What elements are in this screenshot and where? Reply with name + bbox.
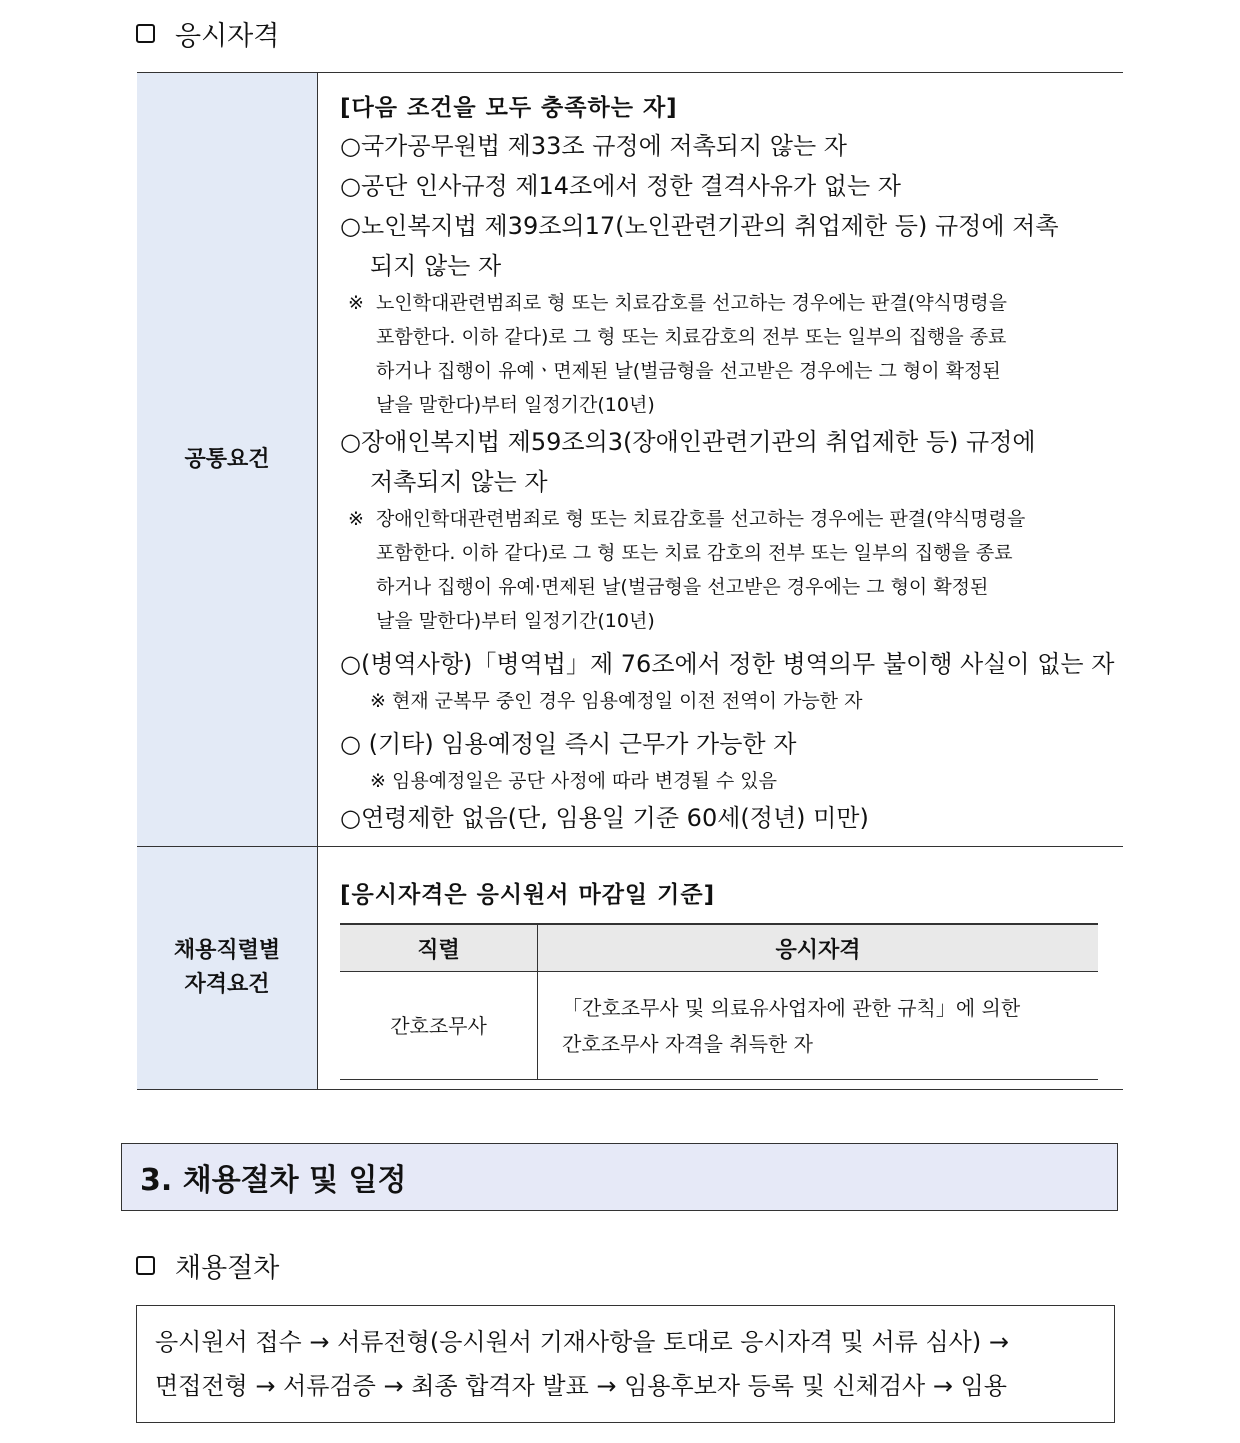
common-item: ○연령제한 없음(단, 임용일 기준 60세(정년) 미만) [340, 804, 869, 832]
section-3-title: 3. 채용절차 및 일정 [121, 1143, 1118, 1211]
common-item: ○ (기타) 임용예정일 즉시 근무가 가능한 자 [340, 730, 797, 758]
common-note: ※ 노인학대관련범죄로 형 또는 치료감호를 선고하는 경우에는 판결(약식명령을 포함한다. 이하 같다)로 그 형 또는 치료감호의 전부 또는 일부의 집행을 종료 하거나 집행이 유예ㆍ면제된 날(벌금형을 선고받은 경우에는 그 형이 확정된 날을 말한다)부터 일정기간(10년) [340, 286, 1123, 422]
note-icon: ※ [370, 770, 386, 792]
qualification-table [137, 72, 1123, 1090]
bullet-icon: ○ [340, 132, 361, 160]
qual-col-header: 응시자격 [538, 924, 1099, 972]
common-requirements-row [137, 73, 1123, 847]
procedure-line: 면접전형 → 서류검증 → 최종 합격자 발표 → 임용후보자 등록 및 신체검사 → 임용 [155, 1372, 1007, 1400]
job-requirements-row [137, 847, 1123, 1090]
common-header: [다음 조건을 모두 충족하는 자] [340, 95, 678, 121]
procedure-line: 응시원서 접수 → 서류전형(응시원서 기재사항을 토대로 응시자격 및 서류 심사) → [155, 1328, 1009, 1356]
common-requirements-label: 공통요건 [137, 73, 318, 847]
common-subnote: ※ 현재 군복무 중인 경우 임용예정일 이전 전역이 가능한 자 [370, 690, 863, 712]
bullet-icon: ○ [340, 212, 361, 240]
table-row [340, 972, 1098, 1080]
job-name: 간호조무사 [340, 972, 538, 1080]
job-qualification: 「간호조무사 및 의료유사업자에 관한 규칙」에 의한 간호조무사 자격을 취득한 자 [538, 972, 1099, 1080]
qualification-heading [136, 14, 279, 53]
common-item: ○국가공무원법 제33조 규정에 저촉되지 않는 자 [340, 132, 847, 160]
bullet-icon: ○ [340, 172, 361, 200]
common-item: ○(병역사항)「병역법」제 76조에서 정한 병역의무 불이행 사실이 없는 자 [340, 650, 1115, 678]
checkbox-icon [136, 1256, 155, 1275]
job-requirements-label: 채용직렬별 자격요건 [137, 847, 318, 1090]
common-subnote: ※ 임용예정일은 공단 사정에 따라 변경될 수 있음 [370, 770, 777, 792]
procedure-heading [136, 1246, 279, 1285]
note-icon: ※ [348, 508, 364, 530]
bullet-icon: ○ [340, 804, 361, 832]
note-icon: ※ [370, 690, 386, 712]
common-item: ○공단 인사규정 제14조에서 정한 결격사유가 없는 자 [340, 172, 901, 200]
checkbox-icon [136, 24, 155, 43]
job-requirements-cell [318, 847, 1124, 1090]
job-col-header: 직렬 [340, 924, 538, 972]
common-item: ○노인복지법 제39조의17(노인관련기관의 취업제한 등) 규정에 저촉 되지 않는 자 [340, 212, 1059, 280]
common-note: ※ 장애인학대관련범죄로 형 또는 치료감호를 선고하는 경우에는 판결(약식명령을 포함한다. 이하 같다)로 그 형 또는 치료 감호의 전부 또는 일부의 집행을 종료 하거나 집행이 유예·면제된 날(벌금형을 선고받은 경우에는 그 형이 확정된 날을 말한다)부터 일정기간(10년) [340, 502, 1123, 638]
job-table [340, 923, 1098, 1080]
bullet-icon: ○ [340, 650, 361, 678]
procedure-heading-text: 채용절차 [175, 1253, 280, 1284]
procedure-box [136, 1305, 1115, 1423]
note-icon: ※ [348, 292, 364, 314]
common-requirements-cell [318, 73, 1124, 847]
qualification-heading-text: 응시자격 [175, 21, 280, 52]
job-header: [응시자격은 응시원서 마감일 기준] [340, 882, 716, 908]
bullet-icon: ○ [340, 730, 361, 758]
bullet-icon: ○ [340, 428, 361, 456]
common-item: ○장애인복지법 제59조의3(장애인관련기관의 취업제한 등) 규정에 저촉되지 않는 자 [340, 428, 1036, 496]
